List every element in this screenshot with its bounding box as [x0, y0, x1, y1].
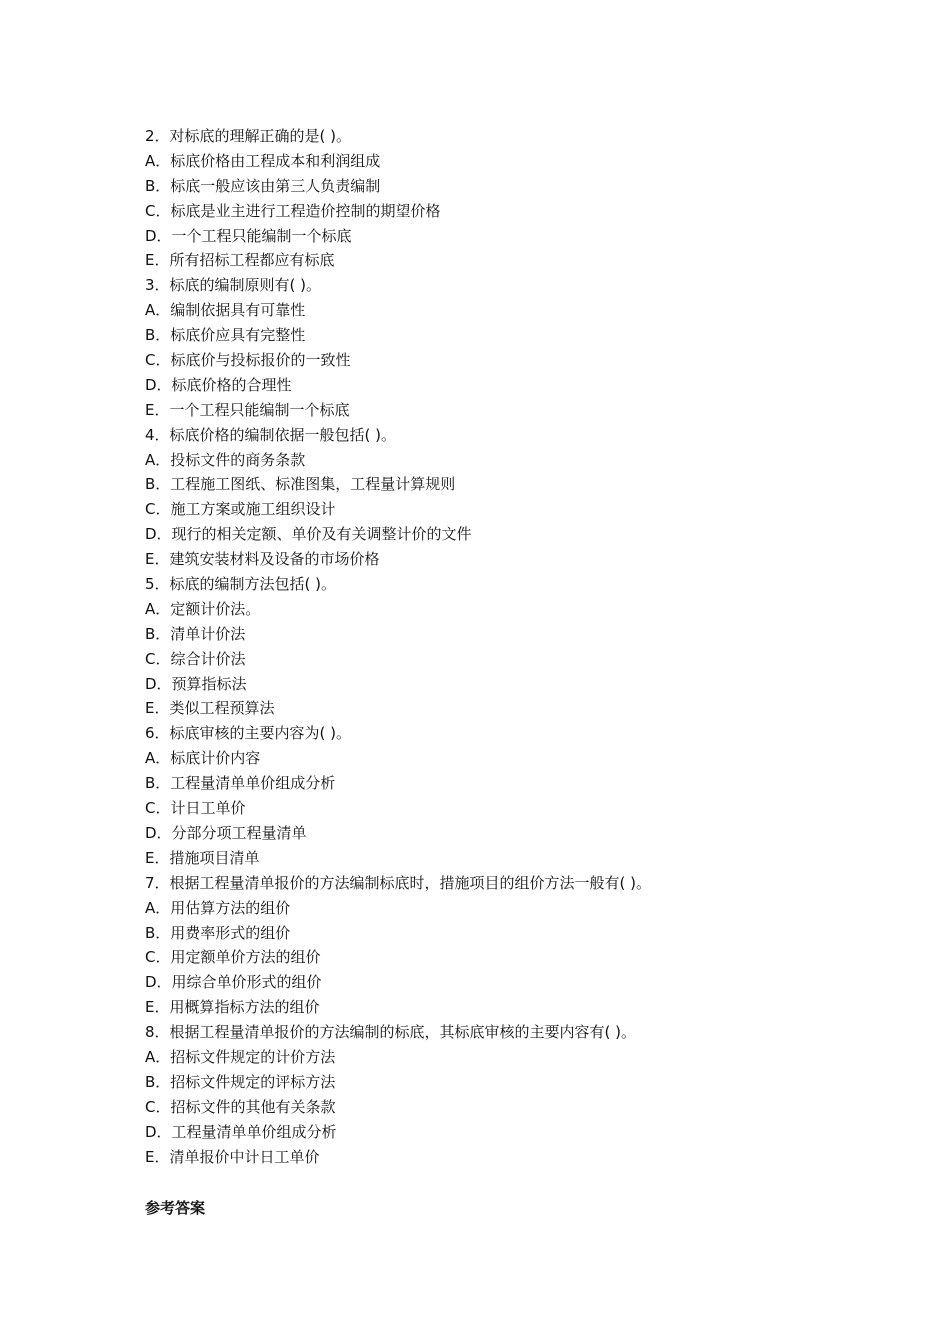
answer-option: E．一个工程只能编制一个标底 — [145, 400, 350, 419]
question-stem: 8．根据工程量清单报价的方法编制的标底，其标底审核的主要内容有( )。 — [145, 1023, 637, 1042]
answer-option: A．招标文件规定的计价方法 — [145, 1047, 336, 1066]
answer-option: A．标底价格由工程成本和利润组成 — [145, 151, 381, 170]
answer-option: D．分部分项工程量清单 — [145, 823, 307, 842]
answer-option: D．用综合单价形式的组价 — [145, 973, 322, 992]
question-stem: 3．标底的编制原则有( )。 — [145, 276, 322, 295]
answer-option: E．所有招标工程都应有标底 — [145, 251, 335, 270]
answer-option: E．建筑安装材料及设备的市场价格 — [145, 550, 380, 569]
question-stem: 2．对标底的理解正确的是( )。 — [145, 127, 352, 145]
answer-heading: 参考答案 — [145, 1199, 206, 1217]
answer-option: A．投标文件的商务条款 — [145, 450, 306, 469]
answer-option: C．综合计价法 — [145, 649, 246, 668]
answer-option: A．用估算方法的组价 — [145, 898, 291, 917]
answer-option: B．工程量清单单价组成分析 — [145, 774, 336, 793]
answer-option: C．计日工单价 — [145, 799, 246, 818]
answer-option: C．用定额单价方法的组价 — [145, 948, 321, 967]
question-stem: 5．标底的编制方法包括( )。 — [145, 575, 337, 594]
answer-option: B．用费率形式的组价 — [145, 923, 291, 942]
answer-option: C．标底价与投标报价的一致性 — [145, 351, 351, 370]
answer-option: E．类似工程预算法 — [145, 699, 275, 718]
question-stem: 7．根据工程量清单报价的方法编制标底时，措施项目的组价方法一般有( )。 — [145, 873, 652, 892]
answer-option: D．一个工程只能编制一个标底 — [145, 226, 352, 245]
answer-option: D．预算指标法 — [145, 674, 247, 693]
answer-option: D．标底价格的合理性 — [145, 375, 292, 394]
question-stem: 6．标底审核的主要内容为( )。 — [145, 724, 352, 743]
answer-option: A．定额计价法。 — [145, 599, 261, 618]
answer-option: D．现行的相关定额、单价及有关调整计价的文件 — [145, 525, 472, 544]
answer-option: B．标底一般应该由第三人负责编制 — [145, 176, 381, 195]
question-list — [145, 124, 905, 1169]
question-stem: 4．标底价格的编制依据一般包括( )。 — [145, 425, 397, 444]
answer-option: E．用概算指标方法的组价 — [145, 998, 320, 1017]
answer-option: B．清单计价法 — [145, 624, 246, 643]
answer-option: A．编制依据具有可靠性 — [145, 301, 306, 320]
answer-option: C．施工方案或施工组织设计 — [145, 500, 336, 519]
answer-option: E．清单报价中计日工单价 — [145, 1147, 320, 1166]
answer-option: C．招标文件的其他有关条款 — [145, 1097, 336, 1116]
answer-option: A．标底计价内容 — [145, 749, 261, 768]
answer-option: C．标底是业主进行工程造价控制的期望价格 — [145, 201, 441, 220]
answer-option: B．标底价应具有完整性 — [145, 326, 306, 345]
answer-option: E．措施项目清单 — [145, 848, 260, 867]
answer-option: B．工程施工图纸、标准图集，工程量计算规则 — [145, 475, 456, 494]
answer-option: B．招标文件规定的评标方法 — [145, 1072, 336, 1091]
answer-option: D．工程量清单单价组成分析 — [145, 1122, 337, 1141]
